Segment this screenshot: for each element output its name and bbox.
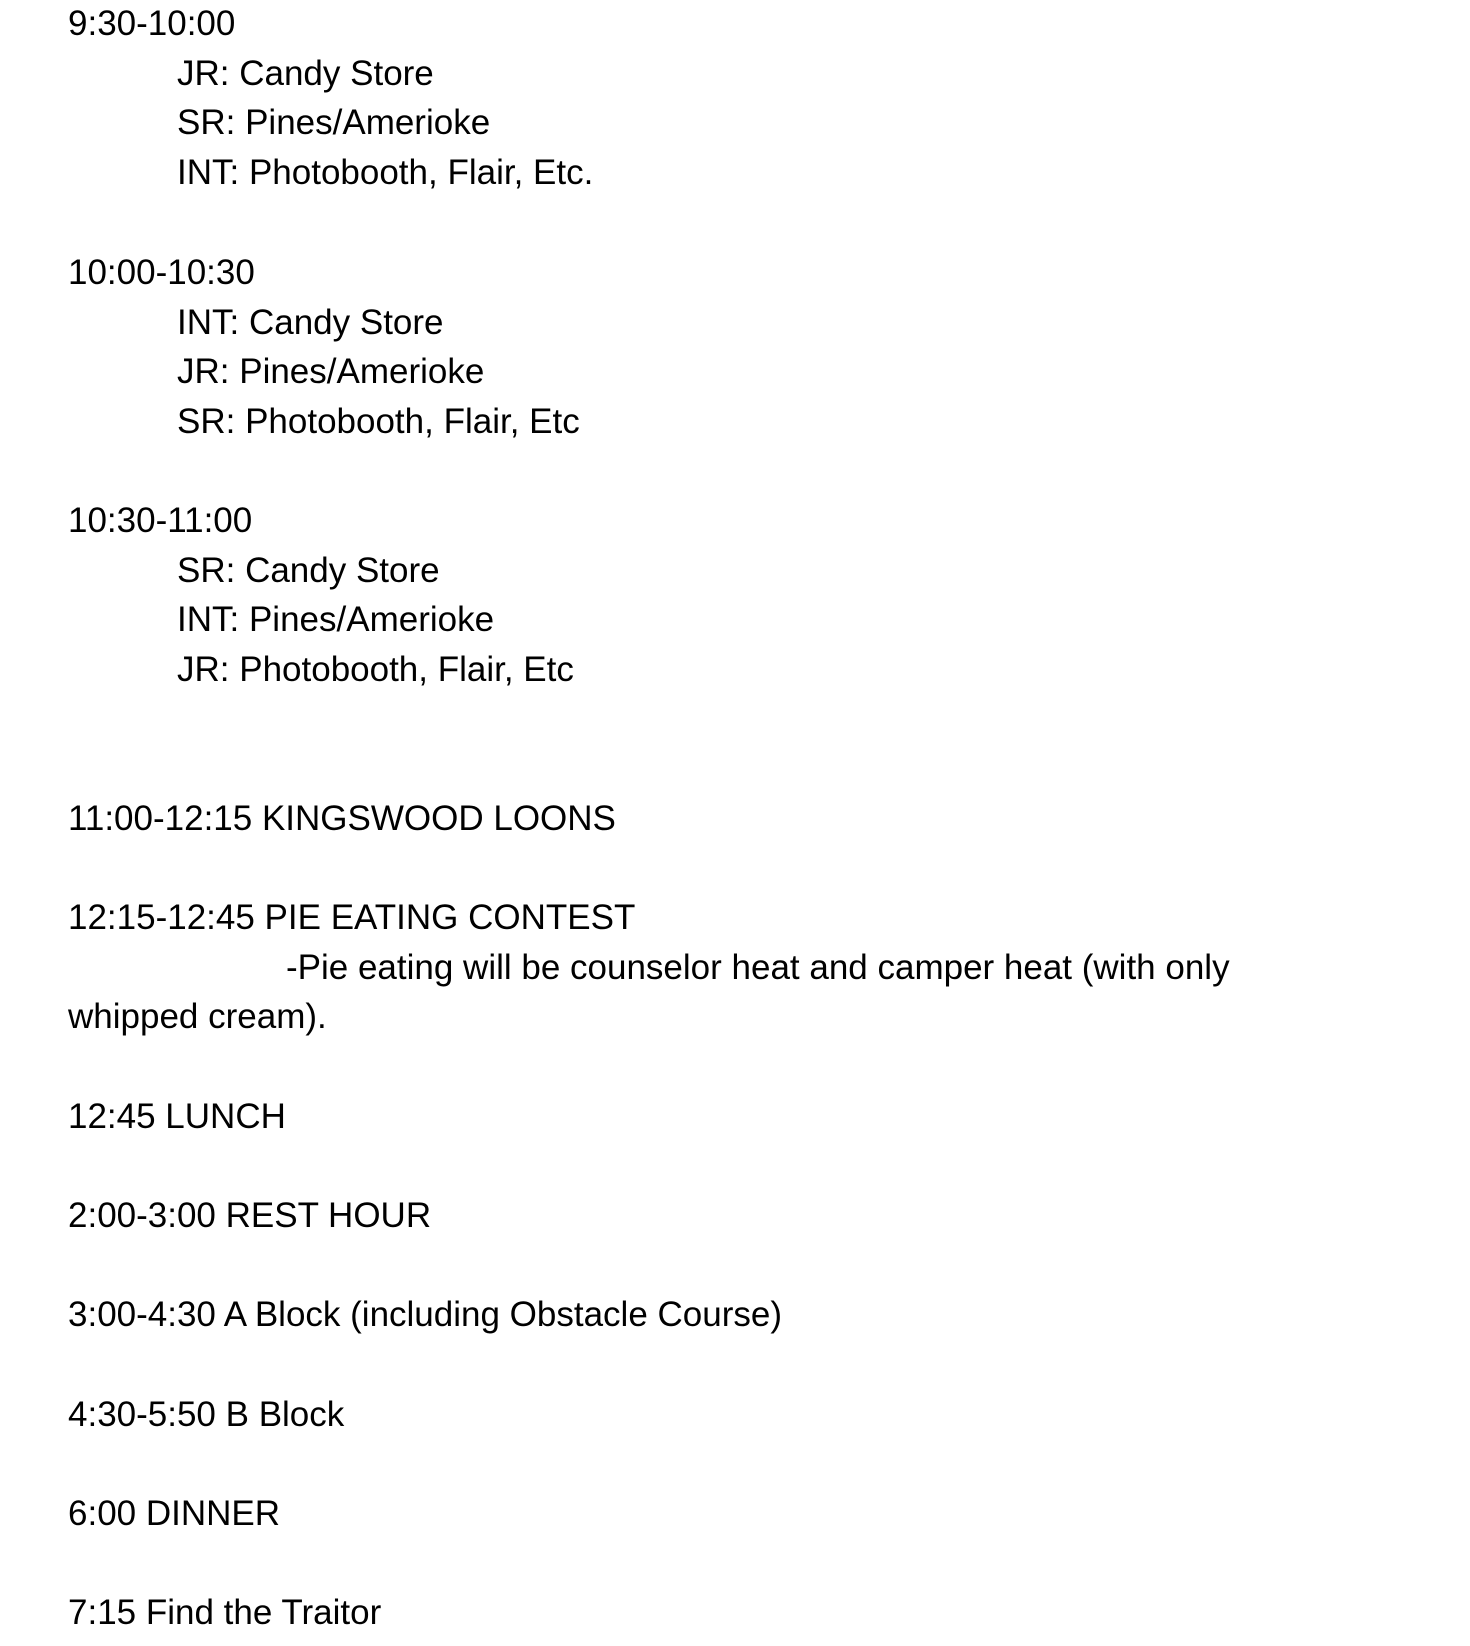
block-2-item-int: INT: Candy Store bbox=[177, 303, 444, 342]
pie-eating-note-line-1: -Pie eating will be counselor heat and camper heat (with only bbox=[286, 948, 1230, 987]
block-3-item-int: INT: Pines/Amerioke bbox=[177, 600, 495, 639]
block-1-item-int: INT: Photobooth, Flair, Etc. bbox=[177, 153, 594, 192]
block-2-item-sr: SR: Photobooth, Flair, Etc bbox=[177, 402, 580, 441]
lunch-entry: 12:45 LUNCH bbox=[68, 1097, 286, 1136]
block-3-item-sr: SR: Candy Store bbox=[177, 551, 440, 590]
rest-hour-entry: 2:00-3:00 REST HOUR bbox=[68, 1196, 432, 1235]
a-block-entry: 3:00-4:30 A Block (including Obstacle Course) bbox=[68, 1295, 782, 1334]
block-1-item-jr: JR: Candy Store bbox=[177, 54, 434, 93]
block-2-item-jr: JR: Pines/Amerioke bbox=[177, 352, 485, 391]
block-2-time: 10:00-10:30 bbox=[68, 253, 255, 292]
block-3-item-jr: JR: Photobooth, Flair, Etc bbox=[177, 650, 574, 689]
dinner-entry: 6:00 DINNER bbox=[68, 1494, 281, 1533]
kingswood-loons-entry: 11:00-12:15 KINGSWOOD LOONS bbox=[68, 799, 616, 838]
b-block-entry: 4:30-5:50 B Block bbox=[68, 1395, 345, 1434]
pie-eating-contest-entry: 12:15-12:45 PIE EATING CONTEST bbox=[68, 898, 636, 937]
pie-eating-note-line-2: whipped cream). bbox=[68, 997, 327, 1036]
block-3-time: 10:30-11:00 bbox=[68, 501, 253, 540]
block-1-time: 9:30-10:00 bbox=[68, 4, 236, 43]
block-1-item-sr: SR: Pines/Amerioke bbox=[177, 103, 491, 142]
find-the-traitor-entry: 7:15 Find the Traitor bbox=[68, 1593, 382, 1632]
